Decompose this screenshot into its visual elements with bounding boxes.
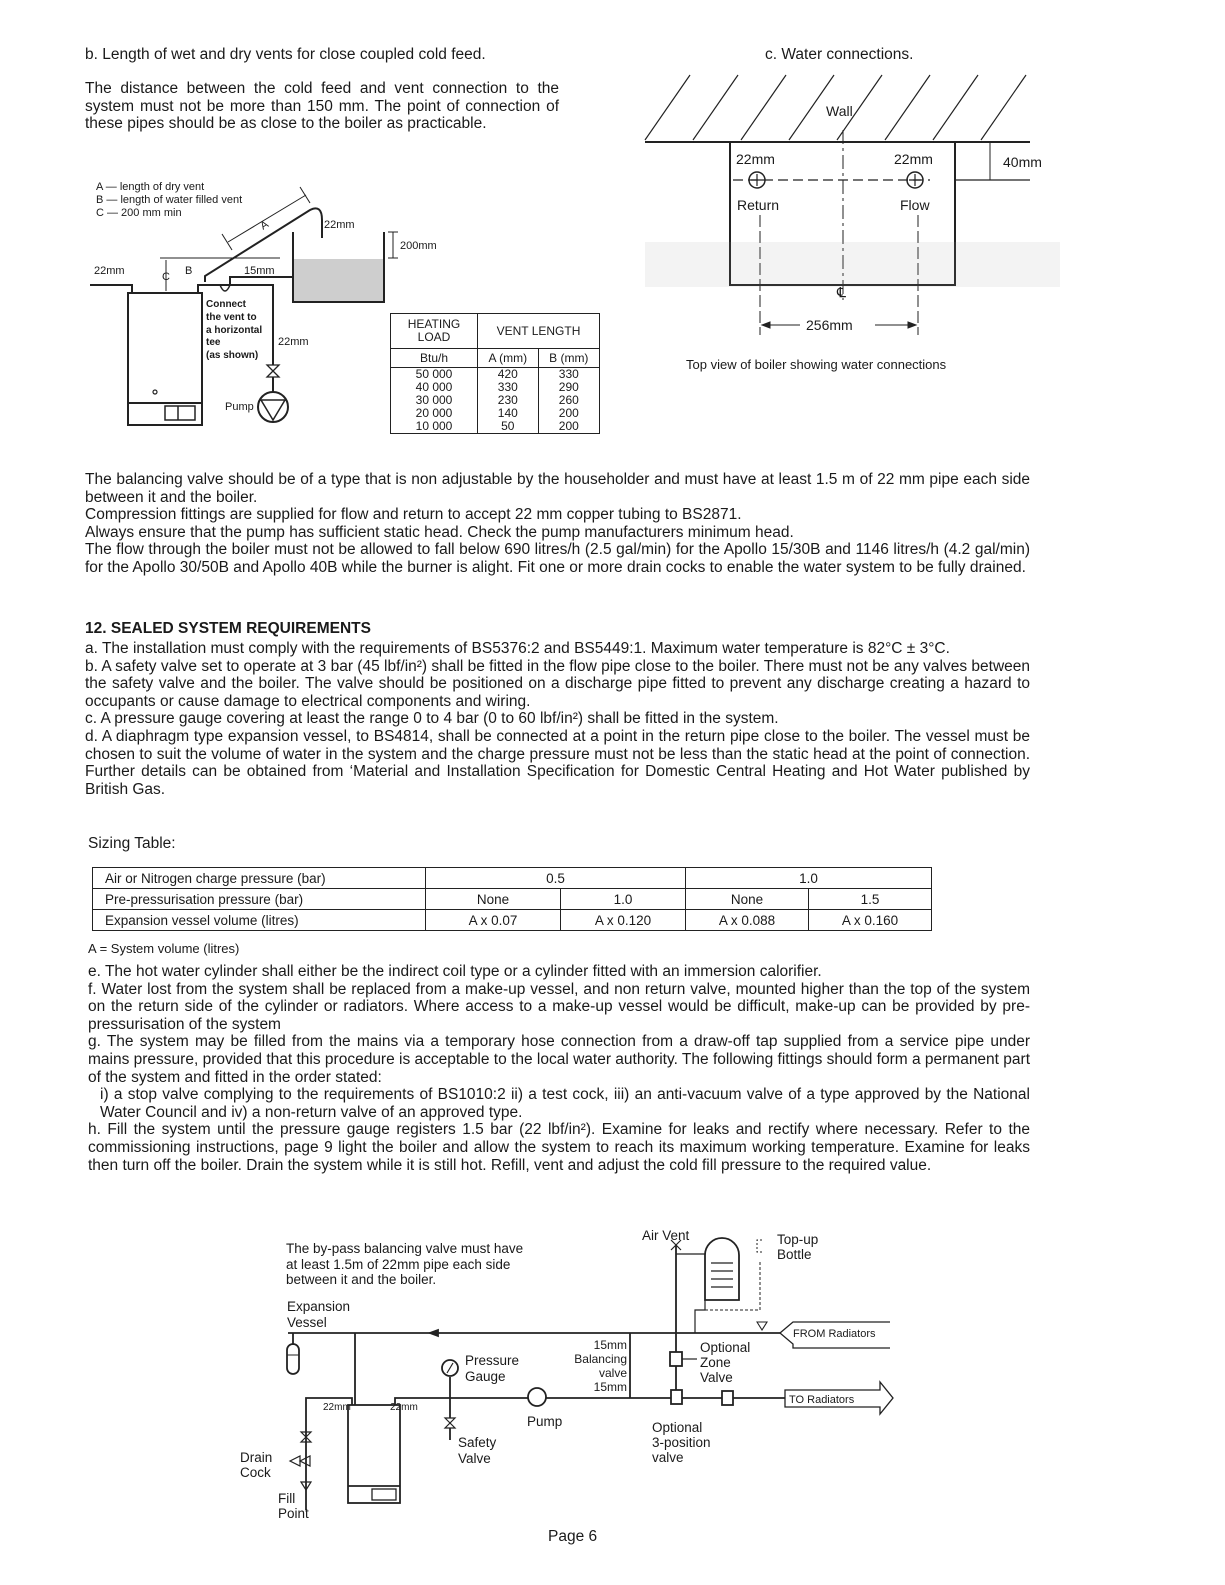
body-paragraph: Compression fittings are supplied for flow and return to accept 22 mm copper tubing to BS2871. xyxy=(85,506,742,524)
table-row xyxy=(391,420,600,434)
cell: None xyxy=(426,889,561,910)
label-expansion-vessel: Expansion xyxy=(287,1299,351,1314)
boiler-icon xyxy=(348,1405,400,1503)
label-drain-cock: Cock xyxy=(240,1465,271,1480)
table-row xyxy=(93,889,932,910)
balancing-paragraphs xyxy=(85,471,1030,577)
table-cell: 230 xyxy=(478,394,539,407)
label-15mm: 15mm xyxy=(244,265,275,277)
label-fill-point: Point xyxy=(278,1506,309,1521)
connect-note-line: (as shown) xyxy=(206,350,259,361)
label-22mm-left: 22mm xyxy=(323,1402,351,1413)
body-paragraph: Always ensure that the pump has sufficient static head. Check the pump manufacturers minimum head. xyxy=(85,523,794,541)
table-row xyxy=(391,368,600,382)
legend-b: B — length of water filled vent xyxy=(96,194,243,206)
table-cell: 200 xyxy=(538,420,599,434)
table-row xyxy=(93,868,932,889)
cell: A x 0.120 xyxy=(561,910,686,931)
body-paragraph: The flow through the boiler must not be allowed to fall below 690 litres/h (2.5 gal/min) for the Apollo 15/30B and 1146 litres/h (4.2 gal/min) for the Apollo 30/50B and Apollo 40B while the burner is alight. Fit one or more drain cocks to enable the water system to be fully drained. xyxy=(85,541,1030,576)
label-three-position-valve: Optional xyxy=(652,1420,703,1435)
connect-note-line: a horizontal xyxy=(206,325,263,336)
header-vent-length: VENT LENGTH xyxy=(478,314,600,349)
three-position-valve-icon xyxy=(671,1390,682,1404)
label-a: A xyxy=(258,218,271,233)
water-connections-diagram xyxy=(640,70,1060,380)
row-label: Pre-pressurisation pressure (bar) xyxy=(93,889,426,910)
label-three-position-valve: valve xyxy=(652,1450,684,1465)
cylinder-icon xyxy=(705,1238,739,1300)
section-12-paragraphs-2 xyxy=(88,963,1030,1174)
label-return: Return xyxy=(737,197,780,213)
label-pump: Pump xyxy=(225,401,254,413)
label-22mm-flow: 22mm xyxy=(894,151,933,167)
label-pump: Pump xyxy=(527,1414,563,1429)
water-connections-caption: Top view of boiler showing water connections xyxy=(686,357,947,372)
vent-length-table xyxy=(390,313,600,434)
section-12-paragraph: h. Fill the system until the pressure gauge registers 1.5 bar (22 lbf/in²). Examine for leaks and rectify where necessary. Refer to the commissioning instructions, page 9 light the boiler and allow the system to reach its maximum working temperature. Examine for leaks then turn off the boiler. Drain the system while it is still hot. Refill, vent and adjust the cold fill pressure to the required value. xyxy=(88,1121,1030,1174)
section-12-paragraph: c. A pressure gauge covering at least the range 0 to 4 bar (0 to 60 lbf/in²) shall be fitted in the system. xyxy=(85,710,779,728)
section-12-paragraph: a. The installation must comply with the requirements of BS5376:2 and BS5449:1. Maximum water temperature is 82°C ± 3°C. xyxy=(85,640,950,657)
section-12-paragraphs xyxy=(85,640,1030,798)
table-cell: 330 xyxy=(538,368,599,382)
label-balancing: 15mm xyxy=(593,1338,627,1352)
header-a-mm: A (mm) xyxy=(478,349,539,368)
label-22mm-left: 22mm xyxy=(94,265,125,277)
legend-a: A — length of dry vent xyxy=(96,181,205,193)
label-c: C xyxy=(162,271,170,283)
boiler-side xyxy=(128,293,202,425)
section-12-paragraph: e. The hot water cylinder shall either be the indirect coil type or a cylinder fitted with an immersion calorifier. xyxy=(88,963,822,980)
pump-icon xyxy=(528,1388,546,1406)
label-22mm-right: 22mm xyxy=(278,336,309,348)
label-22mm-right: 22mm xyxy=(390,1402,418,1413)
wall-hatch-line xyxy=(693,75,738,140)
cell: A x 0.07 xyxy=(426,910,561,931)
table-cell: 30 000 xyxy=(391,394,478,407)
label-balancing: valve xyxy=(598,1366,627,1380)
table-row xyxy=(93,910,932,931)
cell: A x 0.088 xyxy=(686,910,809,931)
body-paragraph: The balancing valve should be of a type that is non adjustable by the householder and must have at least 1.5 m of 22 mm pipe each side between it and the boiler. xyxy=(85,471,1030,506)
section-12-paragraph: b. A safety valve set to operate at 3 bar (45 lbf/in²) shall be fitted in the flow pipe close to the boiler. There must not be any valves between the safety valve and the boiler. The valve should be positioned on a discharge pipe fitted to prevent any discharge creating a hazard to occupants or cause damage to electrical components and wiring. xyxy=(85,657,1030,710)
label-200mm: 200mm xyxy=(400,240,437,252)
zone-valve-icon xyxy=(670,1352,682,1366)
wall-hatch-line xyxy=(645,75,690,140)
table-cell: 50 000 xyxy=(391,368,478,382)
diagram-caption-line: between it and the boiler. xyxy=(286,1272,437,1287)
label-22mm-return: 22mm xyxy=(736,151,775,167)
section-12-paragraph: f. Water lost from the system shall be replaced from a make-up vessel, and non return valve, mounted higher than the top of the system on the return side of the cylinder or radiators. Where access to a make-up vessel would be difficult, make-up can be provided by pre-pressurisation of the system xyxy=(88,980,1030,1033)
label-air-vent: Air Vent xyxy=(642,1228,690,1243)
section-b-heading: b. Length of wet and dry vents for close coupled cold feed. xyxy=(85,46,486,63)
sealed-system-diagram xyxy=(230,1220,930,1530)
label-256mm: 256mm xyxy=(806,317,853,333)
centerline-symbol: ℄ xyxy=(837,284,846,300)
label-40mm: 40mm xyxy=(1003,154,1042,170)
cell: 1.0 xyxy=(686,868,932,889)
label-top-up: Top-up xyxy=(777,1232,819,1247)
table-cell: 290 xyxy=(538,381,599,394)
wall-hatch-line xyxy=(933,75,978,140)
legend-c: C — 200 mm min xyxy=(96,207,182,219)
section-12-paragraph: i) a stop valve complying to the requirements of BS1010:2 ii) a test cock, iii) an anti-vacuum valve of a type approved by the National Water Council and iv) a non-return valve of an approved type. xyxy=(100,1086,1030,1121)
header-heating-load: HEATING LOAD xyxy=(391,314,478,349)
section-12-heading: 12. SEALED SYSTEM REQUIREMENTS xyxy=(85,620,371,637)
cell: 0.5 xyxy=(426,868,686,889)
wall-hatch-line xyxy=(741,75,786,140)
table-cell: 420 xyxy=(478,368,539,382)
row-label: Air or Nitrogen charge pressure (bar) xyxy=(93,868,426,889)
sizing-table-label: Sizing Table: xyxy=(88,835,176,852)
label-drain-cock: Drain xyxy=(240,1450,273,1465)
sizing-table xyxy=(92,867,932,931)
table-cell: 20 000 xyxy=(391,407,478,420)
table-cell: 50 xyxy=(478,420,539,434)
connect-note-line: Connect xyxy=(206,299,246,310)
connect-note-line: tee xyxy=(206,337,221,348)
cell: 1.5 xyxy=(809,889,932,910)
label-fill-point: Fill xyxy=(278,1491,296,1506)
label-zone-valve: Valve xyxy=(700,1370,733,1385)
label-wall: Wall xyxy=(826,103,853,119)
label-22mm-top: 22mm xyxy=(324,219,355,231)
label-expansion-vessel: Vessel xyxy=(287,1315,327,1330)
safety-valve-icon xyxy=(445,1418,455,1428)
table-cell: 140 xyxy=(478,407,539,420)
row-label: Expansion vessel volume (litres) xyxy=(93,910,426,931)
expansion-vessel-icon xyxy=(287,1344,299,1374)
sizing-note: A = System volume (litres) xyxy=(88,941,240,956)
label-zone-valve: Zone xyxy=(700,1355,731,1370)
section-12-paragraph: g. The system may be filled from the mains via a temporary hose connection from a draw-off tap supplied from a service pipe under mains pressure, provided that this procedure is acceptable to the local water authority. The following fittings should form a permanent part of the system and fitted in the order stated: xyxy=(88,1033,1030,1086)
section-c-heading: c. Water connections. xyxy=(765,46,914,63)
table-cell: 10 000 xyxy=(391,420,478,434)
wall-hatch-line xyxy=(885,75,930,140)
cell: None xyxy=(686,889,809,910)
label-top-up: Bottle xyxy=(777,1247,812,1262)
wall-hatch-line xyxy=(981,75,1026,140)
cell: A x 0.160 xyxy=(809,910,932,931)
diagram-caption-line: at least 1.5m of 22mm pipe each side xyxy=(286,1257,511,1272)
label-b: B xyxy=(185,265,193,277)
table-cell: 330 xyxy=(478,381,539,394)
label-to-radiators: TO Radiators xyxy=(789,1394,855,1406)
label-safety-valve: Valve xyxy=(458,1451,491,1466)
cell: 1.0 xyxy=(561,889,686,910)
label-pressure-gauge: Gauge xyxy=(465,1369,506,1384)
connect-note-line: the vent to xyxy=(206,312,257,323)
label-balancing: Balancing xyxy=(574,1352,627,1366)
section-b-text: The distance between the cold feed and vent connection to the system must not be more than 150 mm. The point of connection of these pipes should be as close to the boiler as practicable. xyxy=(85,80,559,133)
header-b-mm: B (mm) xyxy=(538,349,599,368)
diagram-caption-line: The by-pass balancing valve must have xyxy=(286,1241,524,1256)
label-zone-valve: Optional xyxy=(700,1340,751,1355)
section-12-paragraph: d. A diaphragm type expansion vessel, to BS4814, shall be connected at a point in the return pipe close to the boiler. The vessel must be chosen to suit the volume of water in the system and the charge pressure must not be less than the static head at the point of connection. Further details can be obtained from ‘Material and Installation Specification for Domestic Central Heating and Hot Water published by British Gas. xyxy=(85,727,1030,798)
label-balancing: 15mm xyxy=(593,1380,627,1394)
label-three-position-valve: 3-position xyxy=(652,1435,711,1450)
table-cell: 200 xyxy=(538,407,599,420)
label-safety-valve: Safety xyxy=(458,1435,497,1450)
header-btuh: Btu/h xyxy=(391,349,478,368)
label-flow: Flow xyxy=(900,197,930,213)
table-cell: 40 000 xyxy=(391,381,478,394)
label-pressure-gauge: Pressure xyxy=(465,1353,520,1368)
label-from-radiators: FROM Radiators xyxy=(793,1328,876,1340)
page-number: Page 6 xyxy=(548,1528,598,1545)
table-cell: 260 xyxy=(538,394,599,407)
